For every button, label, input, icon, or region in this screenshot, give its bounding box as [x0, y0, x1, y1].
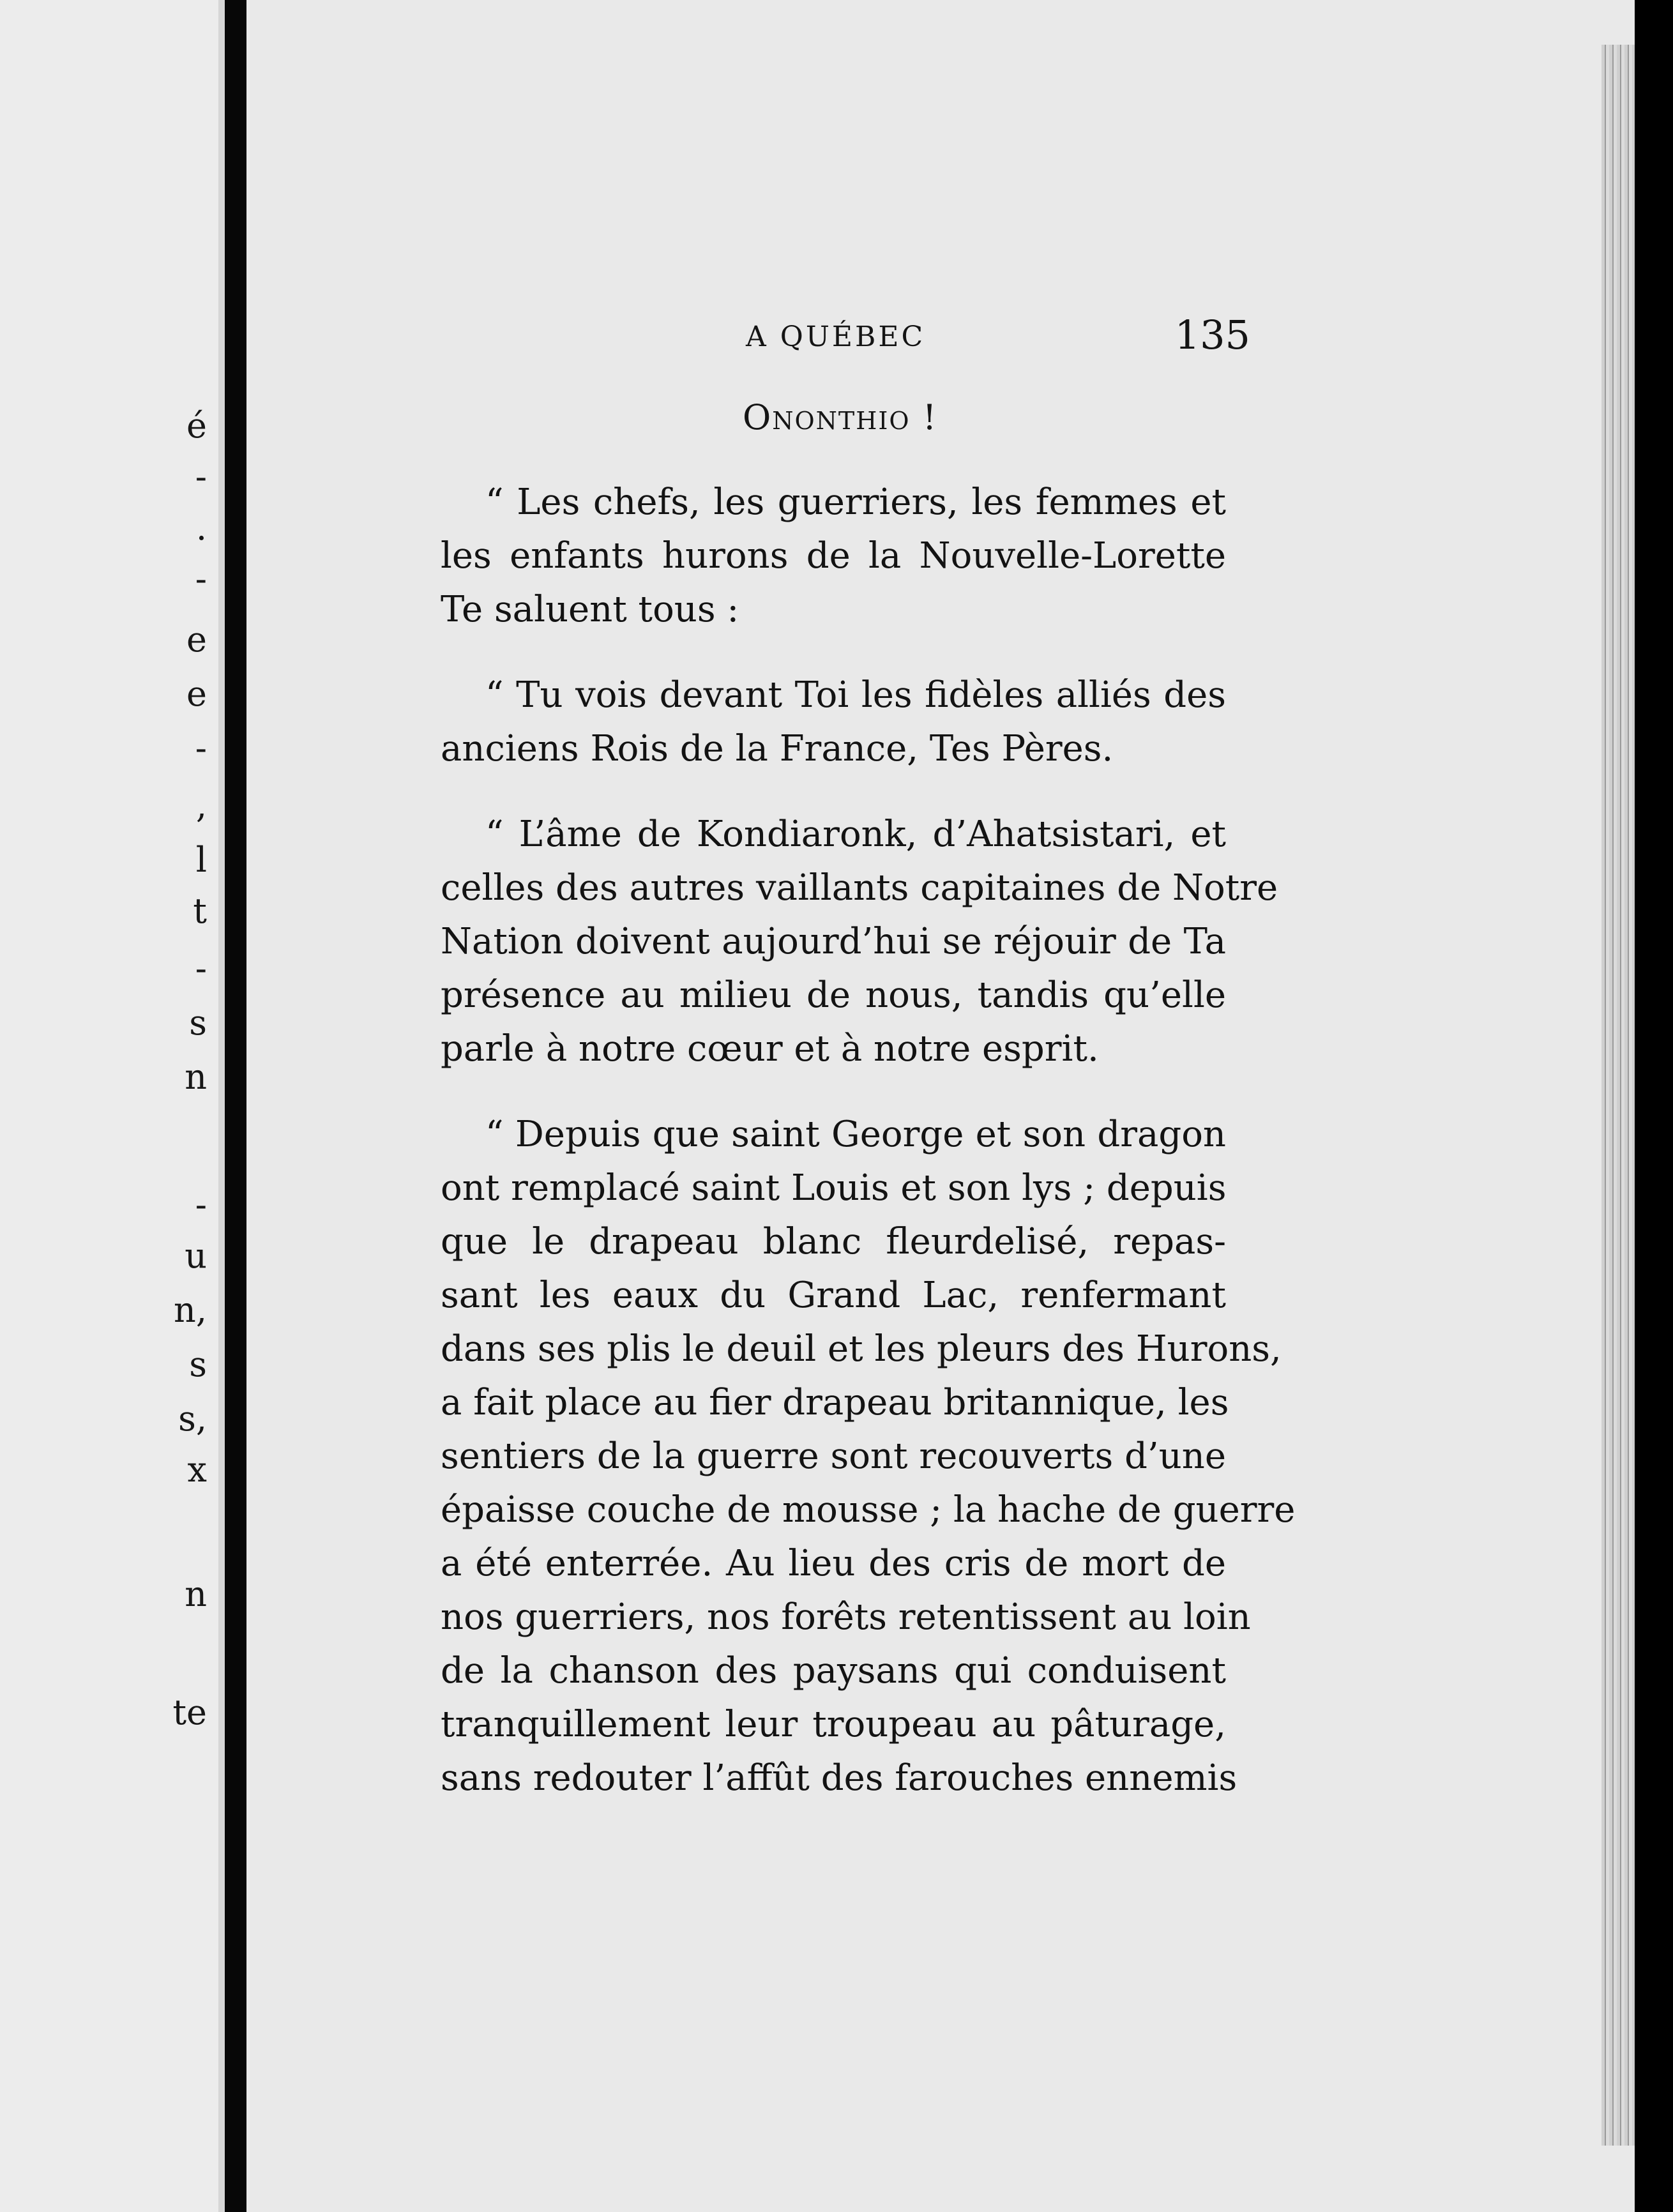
- facing-page-fragment: -: [195, 559, 207, 599]
- text-line: “ Depuis que saint George et son dragon: [485, 1114, 1226, 1155]
- facing-page-fragment: e: [186, 674, 207, 714]
- text-line: épaisse couche de mousse ; la hache de guerre: [441, 1489, 1296, 1531]
- book-gutter: [225, 0, 246, 2212]
- text-line: que le drapeau blanc fleurdelisé, repas-: [441, 1221, 1226, 1262]
- text-line: dans ses plis le deuil et les pleurs des Hurons,: [441, 1328, 1282, 1370]
- text-line: “ Tu vois devant Toi les fidèles alliés des: [485, 674, 1226, 716]
- facing-page-fragment: -: [195, 948, 207, 989]
- facing-page-fragment: u: [185, 1236, 207, 1276]
- facing-page-fragment: t: [193, 891, 207, 931]
- facing-page-fragment: e: [186, 619, 207, 660]
- body-text: [441, 476, 1296, 1805]
- text-line: de la chanson des paysans qui conduisent: [441, 1650, 1226, 1692]
- text-line: sant les eaux du Grand Lac, renfermant: [441, 1275, 1226, 1316]
- paragraph: [441, 476, 1226, 637]
- facing-page-fragment: é: [186, 405, 207, 446]
- facing-page-fragment: te: [172, 1692, 207, 1732]
- text-line: parle à notre cœur et à notre esprit.: [441, 1028, 1099, 1070]
- text-line: “ L’âme de Kondiaronk, d’Ahatsistari, et: [485, 814, 1226, 855]
- facing-page-fragment: s,: [178, 1398, 207, 1439]
- page-header: [746, 312, 1257, 356]
- section-heading: Ononthio !: [743, 397, 938, 437]
- text-line: Nation doivent aujourd’hui se réjouir de Ta: [441, 921, 1226, 962]
- text-line: anciens Rois de la France, Tes Pères.: [441, 728, 1114, 769]
- facing-page-fragment: s: [189, 1344, 207, 1384]
- text-line: nos guerriers, nos forêts retentissent au loin: [441, 1596, 1251, 1638]
- facing-page-fragment: n: [185, 1057, 207, 1097]
- running-title: A QUÉBEC: [746, 321, 926, 353]
- text-line: sentiers de la guerre sont recouverts d’une: [441, 1436, 1226, 1477]
- text-line: Te saluent tous :: [441, 589, 739, 630]
- text-line: ont remplacé saint Louis et son lys ; depuis: [441, 1167, 1227, 1209]
- facing-page-fragment: l: [195, 840, 207, 880]
- facing-page-fragment: ,: [195, 785, 207, 826]
- text-line: présence au milieu de nous, tandis qu’elle: [441, 974, 1226, 1016]
- text-line: celles des autres vaillants capitaines de Notre: [441, 867, 1278, 909]
- page-edges: [1601, 45, 1635, 2146]
- paragraph: [441, 669, 1226, 776]
- facing-page-fragment: n: [185, 1574, 207, 1614]
- facing-page-fragment: -: [195, 1185, 207, 1225]
- facing-page-fragment: .: [195, 508, 207, 548]
- text-line: sans redouter l’affût des farouches ennemis: [441, 1757, 1238, 1799]
- text-line: a été enterrée. Au lieu des cris de mort de: [441, 1543, 1226, 1584]
- facing-page-fragment: s: [189, 1003, 207, 1043]
- facing-page-fragment: n,: [174, 1290, 207, 1330]
- page-number: 135: [1174, 312, 1250, 358]
- text-line: “ Les chefs, les guerriers, les femmes et: [485, 481, 1226, 523]
- text-line: tranquillement leur troupeau au pâturage,: [441, 1704, 1226, 1745]
- text-line: a fait place au fier drapeau britannique, les: [441, 1382, 1229, 1423]
- paragraph: [441, 1108, 1296, 1805]
- text-line: les enfants hurons de la Nouvelle-Lorette: [441, 535, 1226, 577]
- facing-page: [0, 0, 225, 2212]
- paragraph: [441, 808, 1278, 1076]
- facing-page-fragment: x: [187, 1450, 207, 1490]
- facing-page-fragment: -: [195, 728, 207, 768]
- facing-page-fragment: -: [195, 457, 207, 497]
